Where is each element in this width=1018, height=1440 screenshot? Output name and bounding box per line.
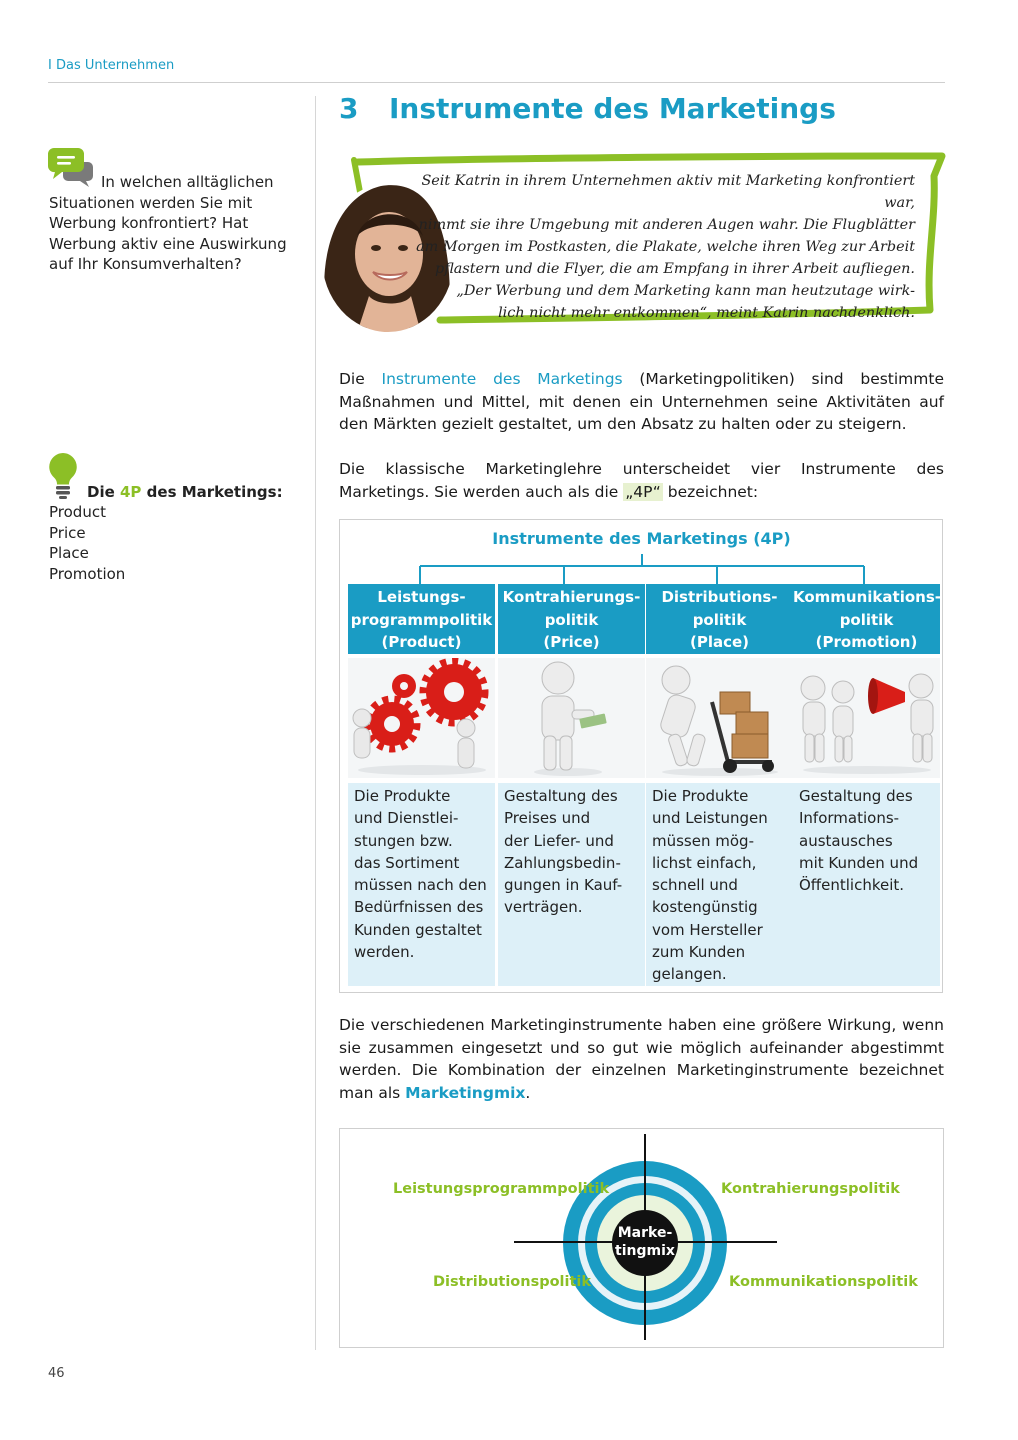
col-body-line: schnell und <box>652 876 738 895</box>
story-line: Seit Katrin in ihrem Unternehmen aktiv mit Marketing konfrontiert war, <box>421 173 915 211</box>
story-line: am Morgen im Postkasten, die Plakate, welche ihren Weg zur Arbeit <box>416 239 915 255</box>
col-body-line: Die Produkte <box>354 787 451 805</box>
col-body-line: mit Kunden und <box>799 853 919 872</box>
col-body-line: lichst einfach, <box>652 853 757 872</box>
text-run: bezeichnet: <box>662 482 759 501</box>
col-head-line: (Price) <box>543 633 600 651</box>
chapter-number: 3 <box>339 92 359 125</box>
fourp-title-accent: 4P <box>120 483 142 501</box>
col-head-line: Distributions- <box>661 588 778 606</box>
text-run: Die <box>339 370 382 388</box>
tree-connector-lines <box>339 552 943 584</box>
lightbulb-icon <box>48 452 78 500</box>
page-number: 46 <box>48 1366 65 1381</box>
col-body-line: austausches <box>799 831 893 850</box>
fourp-item-place: Place <box>49 544 89 562</box>
col-body-line: und Leistungen <box>652 809 768 828</box>
mix-center-label <box>605 1224 685 1260</box>
term-instrumente: Instrumente des Marketings <box>381 370 623 388</box>
col-body-line: müssen mög- <box>652 831 754 850</box>
col-body-line: Preises und <box>504 809 591 828</box>
col-body-line: werden. <box>354 943 415 962</box>
col-body-line: vom Hersteller <box>652 920 763 939</box>
col-body-price <box>498 783 645 986</box>
col-head-place <box>646 584 793 654</box>
fourp-mark: „4P“ <box>625 482 661 501</box>
col-head-product <box>348 584 495 654</box>
col-body-line: Öffentlichkeit. <box>799 876 905 895</box>
col-body-line: der Liefer- und <box>504 831 614 850</box>
story-line: nimmt sie ihre Umgebung mit anderen Augen wahr. Die Flugblätter <box>418 217 915 233</box>
col-body-line: gelangen. <box>652 965 727 984</box>
mix-center-line: tingmix <box>615 1243 675 1259</box>
mix-label-top-left: Leistungsprogrammpolitik <box>393 1181 610 1197</box>
col-body-line: Bedürfnissen des <box>354 898 484 917</box>
fourp-table-title: Instrumente des Marketings (4P) <box>492 529 791 548</box>
col-head-line: (Place) <box>689 633 750 651</box>
story-line: pflastern und die Flyer, die am Empfang in ihrer Arbeit aufliegen. <box>435 261 915 277</box>
col-body-product <box>348 783 495 986</box>
mix-label-bottom-left: Distributionspolitik <box>433 1274 592 1290</box>
megaphone-figures-icon <box>793 658 940 778</box>
paragraph-marketingmix <box>339 1014 944 1104</box>
fourp-item-price: Price <box>49 523 86 542</box>
col-body-line: verträgen. <box>504 898 583 917</box>
col-body-line: zum Kunden <box>652 943 746 962</box>
col-head-line: Kommunikations- <box>793 588 941 606</box>
fourp-item-product: Product <box>49 503 106 521</box>
col-head-line: politik <box>839 610 894 629</box>
story-line: lich nicht mehr entkommen“, meint Katrin nachdenklich. <box>498 305 915 321</box>
term-marketingmix: Marketingmix <box>405 1083 526 1102</box>
text-run: Die verschiedenen Marketinginstrumente haben eine größere Wirkung, wenn sie zusammen eingesetzt und so gut wie möglich aufeinander abgestimmt werden. Die Kombination der einzelnen Marketinginstrumente bezeichnet man als <box>339 1016 944 1102</box>
fourp-title-prefix: Die <box>87 483 120 501</box>
running-head: I Das Unternehmen <box>48 58 175 73</box>
chapter-title: Instrumente des Marketings <box>389 92 836 125</box>
mix-center-line: Marke- <box>617 1225 673 1241</box>
sidebar-question: In welchen alltäglichen Situationen werden Sie mit Werbung konfrontiert? Hat Werbung aktiv eine Auswirkung auf Ihr Konsumverhalten? <box>49 173 287 273</box>
fourp-item-promotion: Promotion <box>49 564 126 583</box>
col-body-line: Kunden gestaltet <box>354 920 482 939</box>
fourp-sidebar-title <box>87 482 283 503</box>
column-divider <box>315 96 316 1350</box>
col-head-line: (Product) <box>381 633 462 651</box>
col-head-line: politik <box>544 610 599 629</box>
story-line: „Der Werbung und dem Marketing kann man heutzutage wirk- <box>456 283 915 299</box>
money-figure-icon <box>498 658 645 778</box>
col-head-line: Leistungs- <box>377 588 466 606</box>
handtruck-figure-icon <box>646 658 793 778</box>
col-body-line: gungen in Kauf- <box>504 876 623 895</box>
col-body-line: Informations- <box>799 809 900 828</box>
col-body-line: Gestaltung des <box>504 787 618 805</box>
col-head-line: programmpolitik <box>350 610 493 629</box>
col-head-line: Kontrahierungs- <box>502 588 641 606</box>
text-run: (Marketingpolitiken) sind bestimmte Maßnahmen und Mittel, mit denen ein Unternehmen seine Aktivitäten auf den Märkten gezielt gestaltet, um den Absatz zu halten oder zu steigern. <box>339 370 944 433</box>
col-body-line: kostengünstig <box>652 898 758 917</box>
col-body-line: stungen bzw. <box>354 831 453 850</box>
fourp-sidebar-list <box>49 502 125 584</box>
fourp-title-suffix: des Marketings: <box>141 483 283 501</box>
col-body-line: Gestaltung des <box>799 787 913 805</box>
paragraph-definition <box>339 368 944 436</box>
mix-label-bottom-right: Kommunikationspolitik <box>729 1274 918 1290</box>
text-run: Die klassische Marketinglehre unterscheidet vier Instrumente des Marketings. Sie werden auch als die <box>339 460 944 501</box>
col-body-promotion <box>793 783 940 986</box>
col-body-line: das Sortiment <box>354 853 460 872</box>
paragraph-fourp-intro <box>339 458 944 503</box>
text-run: . <box>525 1083 531 1102</box>
story-text <box>410 170 915 324</box>
col-head-price <box>498 584 645 654</box>
col-head-line: (Promotion) <box>815 633 918 651</box>
col-head-line: politik <box>692 610 747 629</box>
col-head-promotion <box>793 584 940 654</box>
gears-figure-icon <box>348 658 495 778</box>
col-body-line: Die Produkte <box>652 787 749 805</box>
col-body-line: Zahlungsbedin- <box>504 853 621 872</box>
col-body-line: und Dienstlei- <box>354 809 459 828</box>
mix-label-top-right: Kontrahierungspolitik <box>721 1181 900 1197</box>
col-body-place <box>646 783 793 986</box>
col-body-line: müssen nach den <box>354 876 487 895</box>
header-rule <box>48 82 945 83</box>
